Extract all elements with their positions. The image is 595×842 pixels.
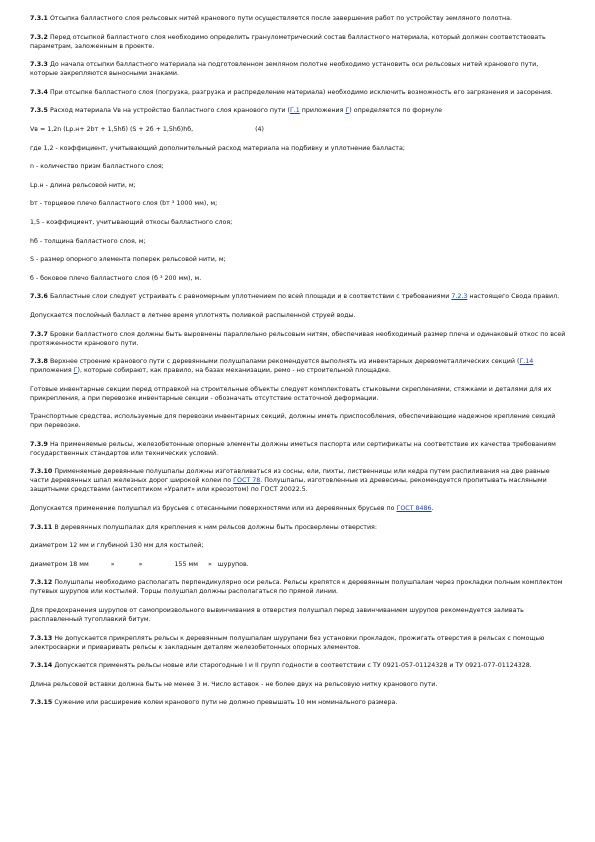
paragraph-7-3-2 xyxy=(30,33,566,51)
clause-text: настоящего Свода правил. xyxy=(467,293,560,301)
clause-number: 7.3.13 xyxy=(30,634,53,642)
paragraph-7-3-15 xyxy=(30,698,566,707)
definition-line: где 1,2 - коэффициент, учитывающий дополнительный расход материала на подбивку и уплотнение балласта; xyxy=(30,144,405,152)
clause-number: 7.3.3 xyxy=(30,61,48,69)
clause-number: 7.3.4 xyxy=(30,88,48,96)
holes-purpose: шурупов. xyxy=(217,560,249,568)
link-appendix-g[interactable]: Г xyxy=(73,367,78,375)
formula-text: Vв = 1,2n (Lр.н+ 2bт + 1,5hб) (S + 2б + 1,5hб)hб, xyxy=(30,125,194,133)
clause-text: Применяемые деревянные полушпалы должны изготавливаться из сосны, ели, пихты, лиственницы или кедра путем распиливания на две равные части деревянных шпал железных дорог широкой колеи по xyxy=(30,468,550,485)
clause-text: Допускается применять рельсы новые или старогодные I и II групп годности в соответствии с ТУ 0921-057-01124328 и ТУ 0921-077-01124328. xyxy=(52,662,532,670)
paragraph-bitumen: Для предохранения шурупов от самопроизвольного вывинчивания в отверстия полушпал перед завинчиванием шурупов рекомендуется заливать расплавленный тугоплавкий битум. xyxy=(30,607,524,624)
clause-text: Верхнее строение кранового пути с деревянными полушпалами рекомендуется выполнять из инвентарных деревометаллических секций ( xyxy=(47,358,520,366)
clause-number: 7.3.7 xyxy=(30,330,48,338)
paragraph-7-3-6 xyxy=(30,292,566,301)
clause-text: Полушпалы необходимо располагать перпендикулярно оси рельса. Рельсы крепятся к деревянным полушпалам через прокладки полным комплектом путевых шурупов или костылей. Торцы полушпал должны располагаться по прямой линии. xyxy=(30,579,563,596)
clause-number: 7.3.2 xyxy=(30,33,48,41)
clause-text: Расход материала Vв на устройство балластного слоя кранового пути ( xyxy=(47,107,290,115)
ditto-mark: » xyxy=(138,560,143,568)
definition-line: S - размер опорного элемента поперек рельсовой нити, м; xyxy=(30,256,226,264)
paragraph-beams xyxy=(30,504,566,513)
paragraph-7-3-1 xyxy=(30,14,566,23)
formula-line xyxy=(30,125,566,134)
paragraph-7-3-14 xyxy=(30,661,566,670)
paragraph-7-3-8 xyxy=(30,357,566,375)
paragraph-7-3-4 xyxy=(30,88,566,97)
ditto-mark: » xyxy=(207,560,212,568)
paragraph-note: Допускается послойный балласт в летнее время уплотнять поливкой распыленной струей воды. xyxy=(30,311,356,319)
definition-line: n - количество призм балластного слоя; xyxy=(30,163,164,171)
clause-text: Бровки балластного слоя должны быть выровнены параллельно рельсовым нитям, обеспечивая необходимый размер плеча и одинаковый откос по всей протяженности кранового пути. xyxy=(30,330,566,347)
clause-text: В деревянных полушпалах для крепления к ним рельсов должны быть просверлены отверстия: xyxy=(52,523,377,531)
definition-line: hб - толщина балластного слоя, м; xyxy=(30,237,146,245)
link-appendix-g1[interactable]: Г.1 xyxy=(289,107,300,115)
paragraph-7-3-9 xyxy=(30,440,566,458)
link-gost-78[interactable]: ГОСТ 78 xyxy=(233,477,261,485)
link-appendix-g14[interactable]: Г.14 xyxy=(519,358,534,366)
clause-number: 7.3.15 xyxy=(30,699,53,707)
clause-text: Балластные слои следует устраивать с равномерным уплотнением по всей площади и в соответствии с требованиями xyxy=(47,293,452,301)
paragraph-7-3-3 xyxy=(30,60,566,78)
clause-text: . xyxy=(431,505,434,513)
clause-number: 7.3.10 xyxy=(30,468,53,476)
clause-text: При отсыпке балластного слоя (погрузка, разгрузка и распределение материала) необходимо исключить возможность его загрязнения и засорения. xyxy=(47,88,553,96)
clause-number: 7.3.11 xyxy=(30,523,53,531)
definition-line: Lр.н - длина рельсовой нити, м; xyxy=(30,181,136,189)
clause-text: До начала отсыпки балластного материала на подготовленном земляном полотне необходимо установить оси рельсовых нитей кранового пути, которые закрепляются выносными знаками. xyxy=(30,61,539,78)
paragraph-7-3-11 xyxy=(30,523,566,532)
link-appendix-g[interactable]: Г xyxy=(345,107,350,115)
clause-text: . Полушпалы, изготовленные из древесины, рекомендуется пропитывать масляными защитными средствами (антисептиком «Уралит» или креозотом) по ГОСТ 20022.5. xyxy=(30,477,547,494)
paragraph-7-3-13 xyxy=(30,634,566,652)
clause-number: 7.3.6 xyxy=(30,293,48,301)
definition-line: bт - торцевое плечо балластного слоя (bт ³ 1000 мм), м; xyxy=(30,200,218,208)
clause-number: 7.3.5 xyxy=(30,107,48,115)
clause-number: 7.3.14 xyxy=(30,662,53,670)
paragraph-7-3-12 xyxy=(30,578,566,596)
clause-text: ) определяется по формуле xyxy=(349,107,442,115)
holes-diameter: диаметром 18 мм xyxy=(30,560,89,568)
clause-number: 7.3.9 xyxy=(30,440,48,448)
clause-text: приложения xyxy=(299,107,346,115)
clause-text: Перед отсыпкой балластного слоя необходимо определить гранулометрический состав балластного материала, который должен соответствовать параметрам, заложенным в проекте. xyxy=(30,33,546,50)
clause-text: приложения xyxy=(30,367,74,375)
holes-line-2 xyxy=(30,560,566,569)
clause-text: На применяемые рельсы, железобетонные опорные элементы должны иметься паспорта или сертификаты на соответствие их качества требованиям государственных стандартов или технических условий. xyxy=(30,440,556,457)
holes-line-1: диаметром 12 мм и глубиной 130 мм для костылей; xyxy=(30,542,204,550)
clause-text: Отсыпка балластного слоя рельсовых нитей кранового пути осуществляется после завершения работ по устройству земляного полотна. xyxy=(47,15,513,22)
paragraph-7-3-5 xyxy=(30,106,566,115)
paragraph-insert: Длина рельсовой вставки должна быть не менее 3 м. Число вставок - не более двух на рельсовую нитку кранового пути. xyxy=(30,680,438,688)
clause-text: Сужение или расширение колеи кранового пути не должно превышать 10 мм номинального размера. xyxy=(52,699,398,707)
link-clause-7-2-3[interactable]: 7.2.3 xyxy=(451,293,468,301)
definition-line: б - боковое плечо балластного слоя (б ³ 200 мм), м. xyxy=(30,274,202,282)
ditto-mark: » xyxy=(110,560,115,568)
clause-text: Допускается применение полушпал из брусьев с отесанными поверхностями или из деревянных брусьев по xyxy=(30,505,397,513)
paragraph-sections: Готовые инвентарные секции перед отправкой на строительные объекты следует комплектовать стыковыми скреплениями, стяжками и деталями для их прикрепления, а при перевозке инвентарные секции - обозначать отсутствие остаточной деформации. xyxy=(30,385,552,402)
clause-number: 7.3.1 xyxy=(30,15,48,22)
paragraph-transport: Транспортные средства, используемые для перевозки инвентарных секций, должны иметь приспособления, обеспечивающие надежное крепление секций при перевозке. xyxy=(30,413,556,430)
paragraph-7-3-10 xyxy=(30,467,566,494)
definition-line: 1,5 - коэффициент, учитывающий откосы балластного слоя; xyxy=(30,218,233,226)
clause-text: Не допускается прикреплять рельсы к деревянным полушпалам шурупами без установки прокладок, прожигать отверстия в рельсах с помощью электросварки и приваривать рельсы к закладным деталям железобетонных опорных элементов. xyxy=(30,634,545,651)
clause-number: 7.3.12 xyxy=(30,579,53,587)
clause-number: 7.3.8 xyxy=(30,358,48,366)
link-gost-8486[interactable]: ГОСТ 8486 xyxy=(396,505,432,513)
clause-text: ), которые собирают, как правило, на базах механизации, ремо - но строительной площадке. xyxy=(77,367,391,375)
paragraph-7-3-7 xyxy=(30,330,566,348)
document-page xyxy=(30,14,566,717)
holes-depth: 155 мм xyxy=(174,560,198,568)
formula-number: (4) xyxy=(255,125,265,133)
